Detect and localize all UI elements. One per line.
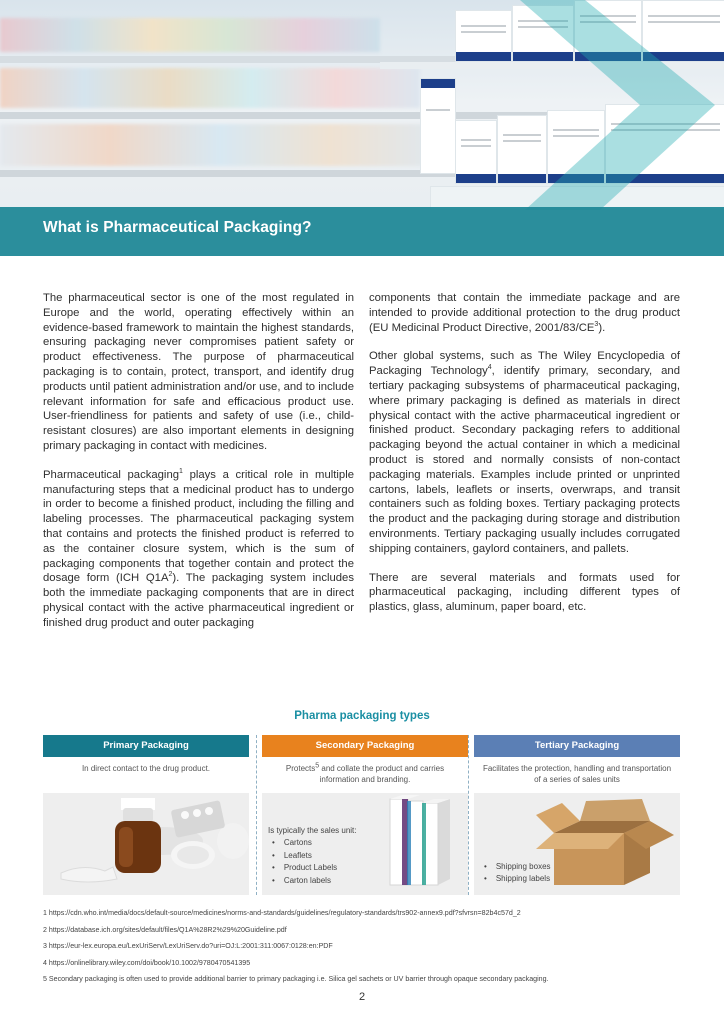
medicine-bottle-blister-icon [43, 793, 249, 895]
primary-packaging-image [43, 793, 249, 895]
page-title: What is Pharmaceutical Packaging? [43, 219, 312, 236]
tertiary-packaging-description: Facilitates the protection, handling and transportation of a series of sales units [482, 764, 672, 784]
tertiary-packaging-header: Tertiary Packaging [474, 735, 680, 757]
list-item: • Cartons [268, 837, 356, 849]
left-column [43, 291, 354, 645]
list-item: • Shipping labels [480, 873, 551, 885]
paragraph: components that contain the immediate package and are intended to provide additional protection to the drug product (EU Medicinal Product Directive, $2001/83/CE^3$). [369, 292, 680, 334]
secondary-packaging-header: Secondary Packaging [262, 735, 468, 757]
primary-packaging-header: Primary Packaging [43, 735, 249, 757]
primary-packaging-panel [43, 735, 249, 895]
footnote: 1 https://cdn.who.int/media/docs/default-source/medicines/norms-and-standards/guidelines/regulatory-standards/trs902-annex9.pdf?sfvrsn=82b4c57d_2 [43, 909, 521, 917]
secondary-packaging-list [268, 825, 356, 887]
list-item: • Shipping boxes [480, 861, 551, 873]
list-item: • Leaflets [268, 850, 356, 862]
list-item: • Carton labels [268, 875, 356, 887]
tertiary-packaging-panel [474, 735, 680, 895]
footnote: 5 Secondary packaging is often used to provide additional barrier to primary packaging i.e. Silica gel sachets or UV barrier through opaque secondary packaging. [43, 975, 549, 983]
footnote: 2 https://database.ich.org/sites/default/files/Q1A%28R2%29%20Guideline.pdf [43, 925, 287, 934]
figure-divider [256, 735, 257, 895]
page-number: 2 [358, 991, 366, 1003]
footnotes [43, 905, 683, 988]
primary-packaging-description: In direct contact to the drug product. [81, 764, 211, 773]
list-item: • Product Labels [268, 862, 356, 874]
figure-divider [468, 735, 469, 895]
figure-title: Pharma packaging types [294, 710, 430, 722]
paragraph: There are several materials and formats used for pharmaceutical packaging, including different types of plastics, glass, aluminum, paper board, etc. [369, 571, 680, 614]
header-photo-pharmacy-shelves [0, 0, 724, 256]
footnote: 3 https://eur-lex.europa.eu/LexUriServ/LexUriServ.do?uri=OJ:L:2001:311:0067:0128:en:PDF [43, 942, 333, 950]
tertiary-packaging-list [480, 861, 551, 886]
paragraph: Other global systems, such as The Wiley Encyclopedia of Packaging Technology$^4$, identify primary, secondary, and tertiary packaging subsystems of pharmaceutical packaging, where primary packaging is defined as materials in direct physical contact with the active pharmaceutical ingredient or finished product. Secondary packaging refers to additional packaging beyond the actual container in which a medicinal product is stored and normally consists of non-contact packaging materials. Examples include printed or unprinted cartons, labels, leaflets or inserts, overwraps, and transit containers such as folding boxes. Tertiary packaging protects the product and the packaging during storage and distribution environments. Tertiary packaging usually includes corrugated shipping containers, gaylord containers, and pallets. [369, 350, 680, 555]
right-column [369, 291, 680, 629]
footnote: 4 https://onlinelibrary.wiley.com/doi/book/10.1002/9780470541395 [43, 958, 251, 967]
paragraph: The pharmaceutical sector is one of the most regulated in Europe and the world, operating effectively within an evidence-based framework to maintain the highest standards, ensuring packaging never compromises patient safety or product effectiveness. The purpose of pharmaceutical packaging is to contain, protect, transport, and identify drug products until patient administration and/or use, and to include relevant information for safe and efficacious product use. User-friendliness for patients and safety of use (i.e., child-resistant closures) are also important elements in designing primary packaging in contact with medicines. [43, 292, 354, 452]
secondary-packaging-panel [262, 735, 468, 895]
secondary-packaging-description: Protects$^5$ and collate the product and carries information and branding. [285, 762, 445, 784]
list-intro: Is typically the sales unit: [268, 826, 357, 835]
paragraph: Pharmaceutical packaging$^1$ plays a critical role in multiple manufacturing steps that a medicinal product has to undergo in order to become a finished product, including the filling and labeling processes. The pharmaceutical packaging system that contains and protects the finished product is referred to as the container closure system, which is the sum of packaging components that together contain and protect the dosage form (ICH $Q1A^2$). The packaging system includes both the immediate packaging components that are in direct physical contact with the active pharmaceutical ingredient or finished drug product and outer packaging [43, 468, 354, 629]
